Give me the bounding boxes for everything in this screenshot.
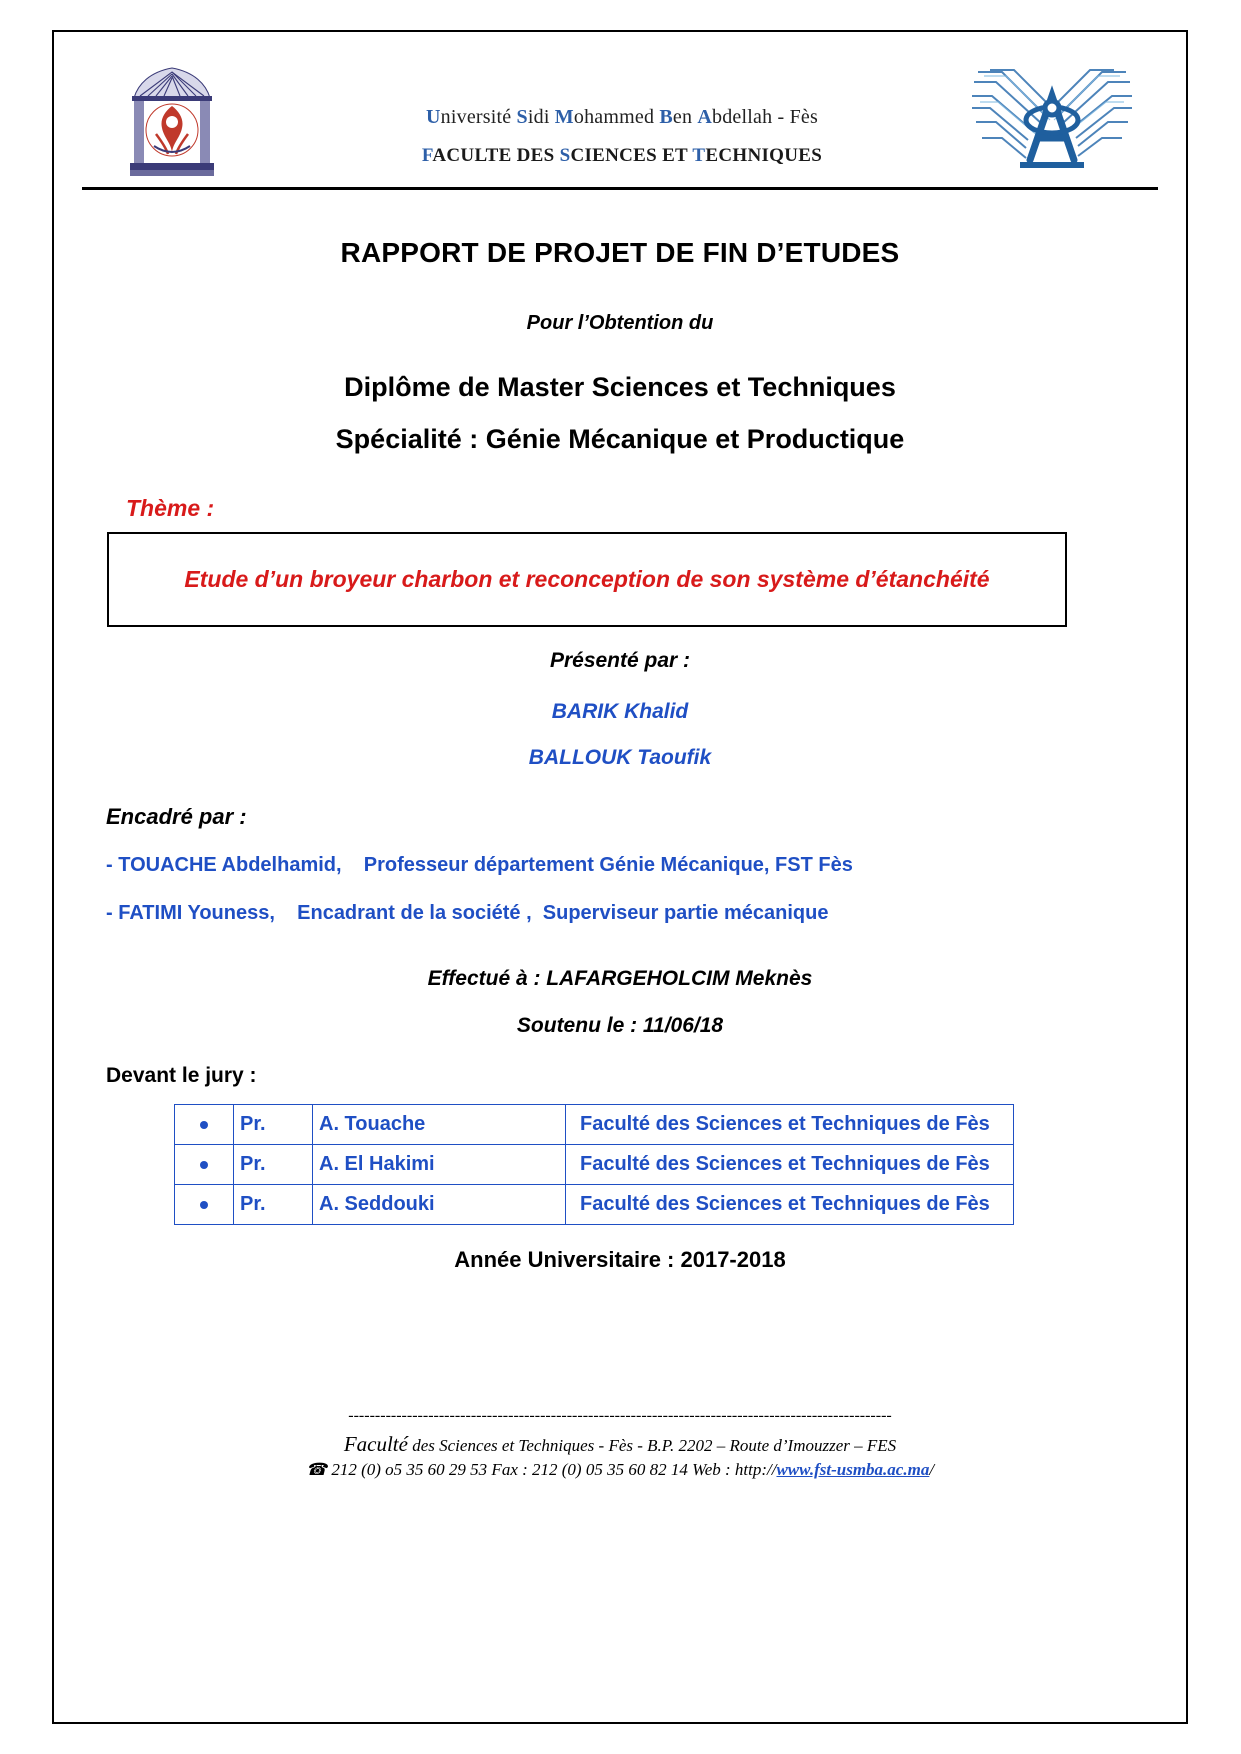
theme-text: Etude d’un broyeur charbon et reconception de son système d’étanchéité — [184, 565, 990, 592]
company-line: Effectué à : LAFARGEHOLCIM Meknès — [427, 967, 813, 990]
supervised-by-label: Encadré par : — [106, 804, 247, 829]
footer-address-faculty: Faculté — [343, 1432, 408, 1456]
footer-address — [54, 1432, 1186, 1457]
subtitle-pour-obtention: Pour l’Obtention du — [526, 312, 714, 334]
table-row — [175, 1145, 1014, 1185]
bullet-icon — [200, 1201, 208, 1209]
jury-title-1: Pr. — [234, 1105, 313, 1145]
page-title: RAPPORT DE PROJET DE FIN D’ETUDES — [340, 237, 900, 268]
jury-bullet — [175, 1145, 234, 1185]
speciality-title: Spécialité : Génie Mécanique et Productique — [335, 424, 905, 454]
jury-label: Devant le jury : — [106, 1064, 257, 1087]
document-page — [52, 30, 1188, 1724]
footer-address-rest: des Sciences et Techniques - Fès - B.P. 2202 – Route d’Imouzzer – FES — [407, 1436, 897, 1455]
fst-faculty-logo — [962, 62, 1142, 182]
table-row — [175, 1105, 1014, 1145]
document-header — [82, 54, 1158, 194]
supervisor-line-2: - FATIMI Youness, Encadrant de la société , Superviseur partie mécanique — [106, 902, 829, 924]
jury-bullet — [175, 1105, 234, 1145]
supervisor-line-1: - TOUACHE Abdelhamid, Professeur département Génie Mécanique, FST Fès — [106, 854, 853, 876]
footer-contact — [54, 1460, 1186, 1480]
jury-table — [174, 1104, 1014, 1225]
jury-title-3: Pr. — [234, 1185, 313, 1225]
usmba-university-seal-logo — [120, 62, 224, 182]
footer-website-link[interactable]: www.fst-usmba.ac.ma — [776, 1460, 930, 1479]
header-university-line: Université Sidi Mohammed Ben Abdellah - Fès — [426, 106, 818, 128]
telephone-icon: ☎ — [305, 1460, 328, 1479]
jury-affiliation-3: Faculté des Sciences et Techniques de Fès — [566, 1185, 1014, 1225]
author-name-2: BALLOUK Taoufik — [528, 746, 712, 769]
footer-divider: ------------------------------------------------------------------------------------------------------ — [348, 1407, 892, 1424]
footer-contact-suffix: / — [929, 1460, 935, 1479]
jury-bullet — [175, 1185, 234, 1225]
header-divider — [82, 187, 1158, 190]
academic-year: Année Universitaire : 2017-2018 — [454, 1247, 786, 1272]
header-faculty-line: FACULTE DES SCIENCES ET TECHNIQUES — [421, 145, 823, 166]
jury-affiliation-2: Faculté des Sciences et Techniques de Fès — [566, 1145, 1014, 1185]
footer-contact-text: 212 (0) o5 35 60 29 53 Fax : 212 (0) 05 35 60 82 14 Web : http:// — [327, 1460, 777, 1479]
defense-date-line: Soutenu le : 11/06/18 — [516, 1014, 724, 1037]
jury-name-1: A. Touache — [313, 1105, 566, 1145]
theme-label: Thème : — [126, 495, 215, 521]
theme-box — [107, 532, 1067, 627]
diploma-title: Diplôme de Master Sciences et Techniques — [344, 372, 896, 402]
bullet-icon — [200, 1121, 208, 1129]
jury-name-2: A. El Hakimi — [313, 1145, 566, 1185]
bullet-icon — [200, 1161, 208, 1169]
table-row — [175, 1185, 1014, 1225]
jury-affiliation-1: Faculté des Sciences et Techniques de Fès — [566, 1105, 1014, 1145]
jury-title-2: Pr. — [234, 1145, 313, 1185]
jury-name-3: A. Seddouki — [313, 1185, 566, 1225]
author-name-1: BARIK Khalid — [551, 700, 689, 723]
header-institution-text — [282, 106, 962, 167]
presented-by-label: Présenté par : — [549, 649, 691, 672]
